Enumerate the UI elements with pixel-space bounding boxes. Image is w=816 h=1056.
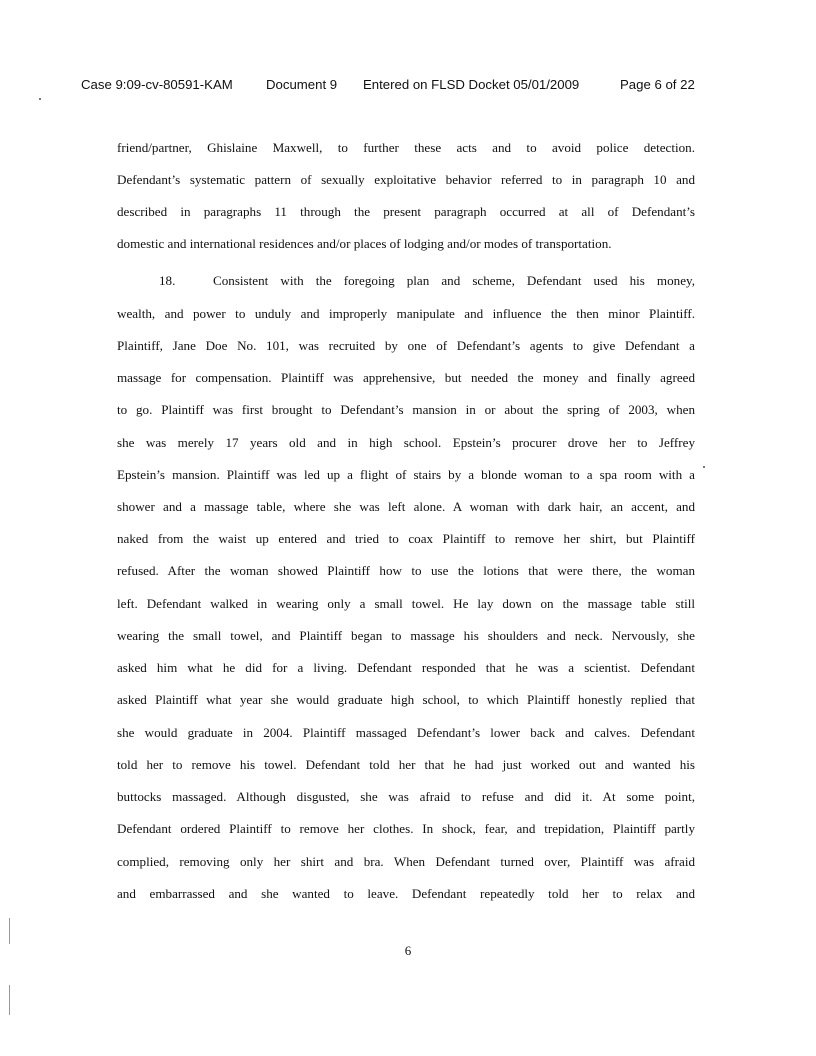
paragraph-line: complied, removing only her shirt and bra. When Defendant turned over, Plaintiff was afraid <box>117 854 695 869</box>
paragraph-line: massage for compensation. Plaintiff was apprehensive, but needed the money and finally agreed <box>117 370 695 385</box>
paragraph-line: asked Plaintiff what year she would graduate high school, to which Plaintiff honestly replied that <box>117 692 695 707</box>
document-number: Document 9 <box>266 77 338 92</box>
paragraph-line: and embarrassed and she wanted to leave. Defendant repeatedly told her to relax and <box>117 886 695 901</box>
paragraph-line: buttocks massaged. Although disgusted, she was afraid to refuse and did it. At some point, <box>117 789 695 804</box>
paragraph-line: to go. Plaintiff was first brought to Defendant’s mansion in or about the spring of 2003, when <box>117 402 695 417</box>
scan-artifact <box>9 918 10 944</box>
paragraph-line: left. Defendant walked in wearing only a small towel. He lay down on the massage table still <box>117 596 695 611</box>
paragraph-line: Epstein’s mansion. Plaintiff was led up a flight of stairs by a blonde woman to a spa room with a <box>117 467 695 482</box>
paragraph-line: she was merely 17 years old and in high school. Epstein’s procurer drove her to Jeffrey <box>117 435 695 450</box>
page-number: 6 <box>404 943 412 958</box>
scan-artifact <box>9 985 10 1015</box>
paragraph-first-line: Consistent with the foregoing plan and scheme, Defendant used his money, <box>213 273 695 288</box>
paragraph-line: she would graduate in 2004. Plaintiff massaged Defendant’s lower back and calves. Defendant <box>117 725 695 740</box>
continuation-line: described in paragraphs 11 through the present paragraph occurred at all of Defendant’s <box>117 204 695 219</box>
paragraph-line: wearing the small towel, and Plaintiff began to massage his shoulders and neck. Nervously, she <box>117 628 695 643</box>
paragraph-line: refused. After the woman showed Plaintiff how to use the lotions that were there, the woman <box>117 563 695 578</box>
page-of-total: Page 6 of 22 <box>620 77 695 92</box>
continuation-line: friend/partner, Ghislaine Maxwell, to further these acts and to avoid police detection. <box>117 140 695 155</box>
paragraph-line: naked from the waist up entered and tried to coax Plaintiff to remove her shirt, but Plaintiff <box>117 531 695 546</box>
paragraph-line: wealth, and power to unduly and improperly manipulate and influence the then minor Plaintiff. <box>117 306 695 321</box>
paragraph-line: asked him what he did for a living. Defendant responded that he was a scientist. Defendant <box>117 660 695 675</box>
docket-entry: Entered on FLSD Docket 05/01/2009 <box>363 77 580 92</box>
paragraph-line: shower and a massage table, where she was left alone. A woman with dark hair, an accent, and <box>117 499 695 514</box>
scan-artifact <box>703 466 705 468</box>
continuation-line: domestic and international residences and/or places of lodging and/or modes of transportation. <box>117 236 612 251</box>
paragraph-number: 18. <box>159 273 176 288</box>
paragraph-line: told her to remove his towel. Defendant told her that he had just worked out and wanted his <box>117 757 695 772</box>
scan-artifact <box>39 98 41 100</box>
paragraph-line: Defendant ordered Plaintiff to remove her clothes. In shock, fear, and trepidation, Plaintiff partly <box>117 821 695 836</box>
paragraph-line: Plaintiff, Jane Doe No. 101, was recruited by one of Defendant’s agents to give Defendant a <box>117 338 695 353</box>
continuation-line: Defendant’s systematic pattern of sexually exploitative behavior referred to in paragraph 10 and <box>117 172 695 187</box>
case-number: Case 9:09-cv-80591-KAM <box>81 77 233 92</box>
